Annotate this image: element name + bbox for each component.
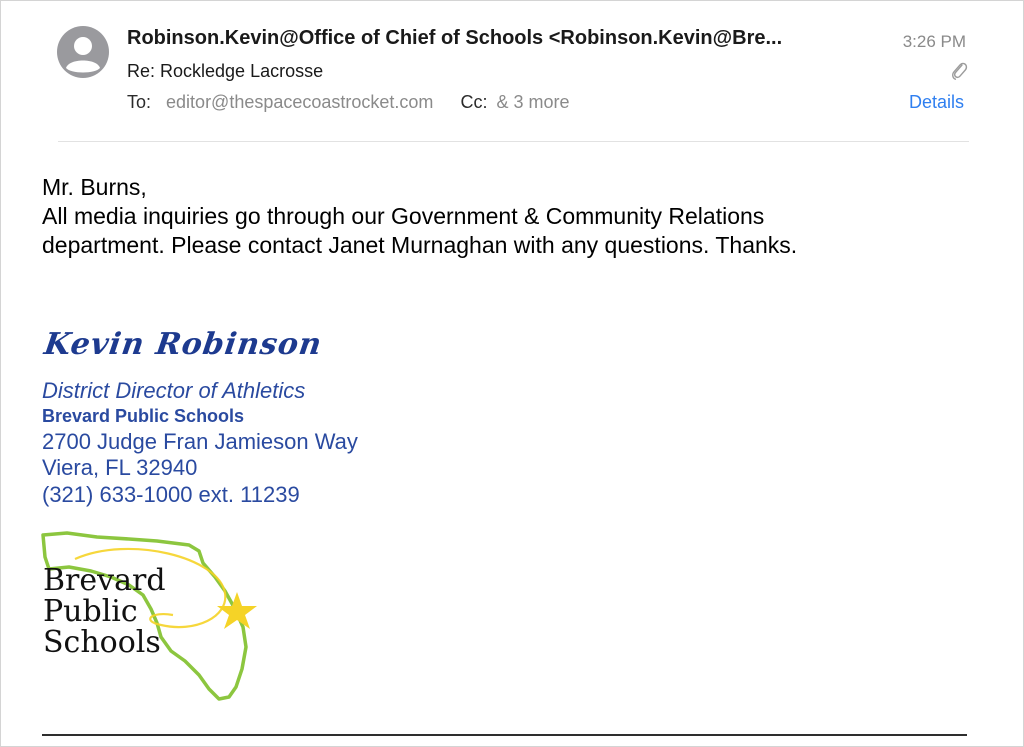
signature-address-2: Viera, FL 32940 bbox=[42, 455, 198, 480]
cc-more[interactable]: & 3 more bbox=[496, 92, 570, 112]
subject-line: Re: Rockledge Lacrosse bbox=[127, 61, 324, 81]
body-line-2: department. Please contact Janet Murnaghan with any questions. Thanks. bbox=[42, 232, 798, 258]
star-icon bbox=[217, 592, 257, 629]
sender[interactable]: Robinson.Kevin@Office of Chief of Schools <Robinson.Kevin@Bre... bbox=[127, 27, 783, 49]
cc-label: Cc: bbox=[460, 92, 488, 112]
recipients-row bbox=[127, 92, 570, 113]
logo-line-3: Schools bbox=[43, 625, 161, 660]
person-icon bbox=[57, 26, 109, 78]
signature-divider bbox=[42, 734, 967, 736]
to-address[interactable]: editor@thespacecoastrocket.com bbox=[166, 92, 434, 112]
signature-title: District Director of Athletics bbox=[42, 378, 306, 403]
to-label: To: bbox=[127, 92, 152, 112]
paperclip-icon[interactable] bbox=[950, 60, 968, 82]
logo-line-2: Public bbox=[43, 594, 138, 629]
signature-name: Kevin Robinson bbox=[42, 327, 325, 362]
timestamp: 3:26 PM bbox=[902, 32, 966, 51]
greeting: Mr. Burns, bbox=[42, 174, 147, 200]
message-body bbox=[42, 173, 982, 260]
signature-organization: Brevard Public Schools bbox=[42, 406, 245, 426]
signature-phone: (321) 633-1000 ext. 11239 bbox=[42, 482, 300, 507]
body-line-1: All media inquiries go through our Government & Community Relations bbox=[42, 203, 765, 229]
header-divider bbox=[58, 141, 969, 142]
logo-wordmark bbox=[43, 565, 166, 658]
signature-address-1: 2700 Judge Fran Jamieson Way bbox=[42, 429, 358, 454]
details-link[interactable]: Details bbox=[908, 92, 964, 112]
logo-line-1: Brevard bbox=[43, 563, 166, 598]
